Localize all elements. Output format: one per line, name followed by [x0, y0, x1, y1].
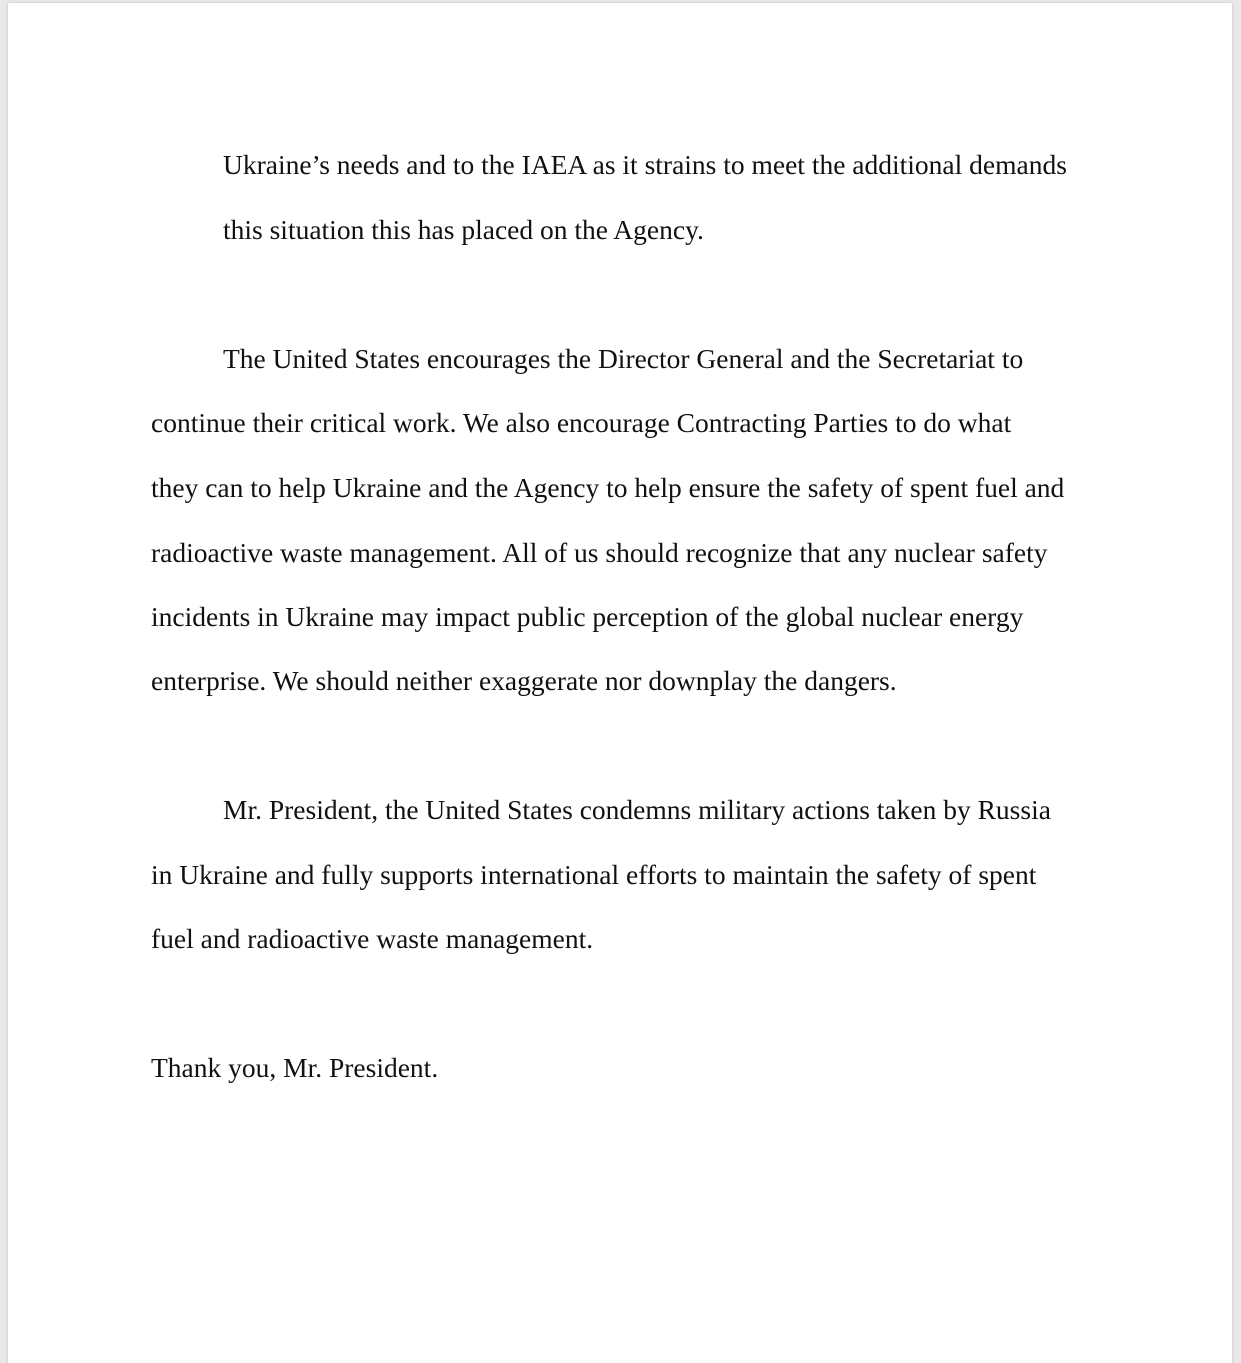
- text-line: they can to help Ukraine and the Agency to help ensure the safety of spent fuel and: [151, 472, 1065, 503]
- text-line: enterprise. We should neither exaggerate nor downplay the dangers.: [151, 665, 897, 696]
- text-line: in Ukraine and fully supports international efforts to maintain the safety of spent: [151, 859, 1037, 890]
- text-line: The United States encourages the Director General and the Secretariat to: [223, 343, 1024, 374]
- text-line: Mr. President, the United States condemns military actions taken by Russia: [223, 794, 1051, 825]
- text-line: Ukraine’s needs and to the IAEA as it strains to meet the additional demands: [223, 149, 1067, 180]
- closing-line: Thank you, Mr. President.: [151, 1052, 439, 1083]
- text-line: radioactive waste management. All of us should recognize that any nuclear safety: [151, 537, 1048, 568]
- text-line: incidents in Ukraine may impact public perception of the global nuclear energy: [151, 601, 1024, 632]
- text-line: fuel and radioactive waste management.: [151, 923, 594, 954]
- text-line: this situation this has placed on the Agency.: [223, 214, 704, 245]
- document-page: [8, 3, 1232, 1363]
- text-line: continue their critical work. We also encourage Contracting Parties to do what: [151, 407, 1012, 438]
